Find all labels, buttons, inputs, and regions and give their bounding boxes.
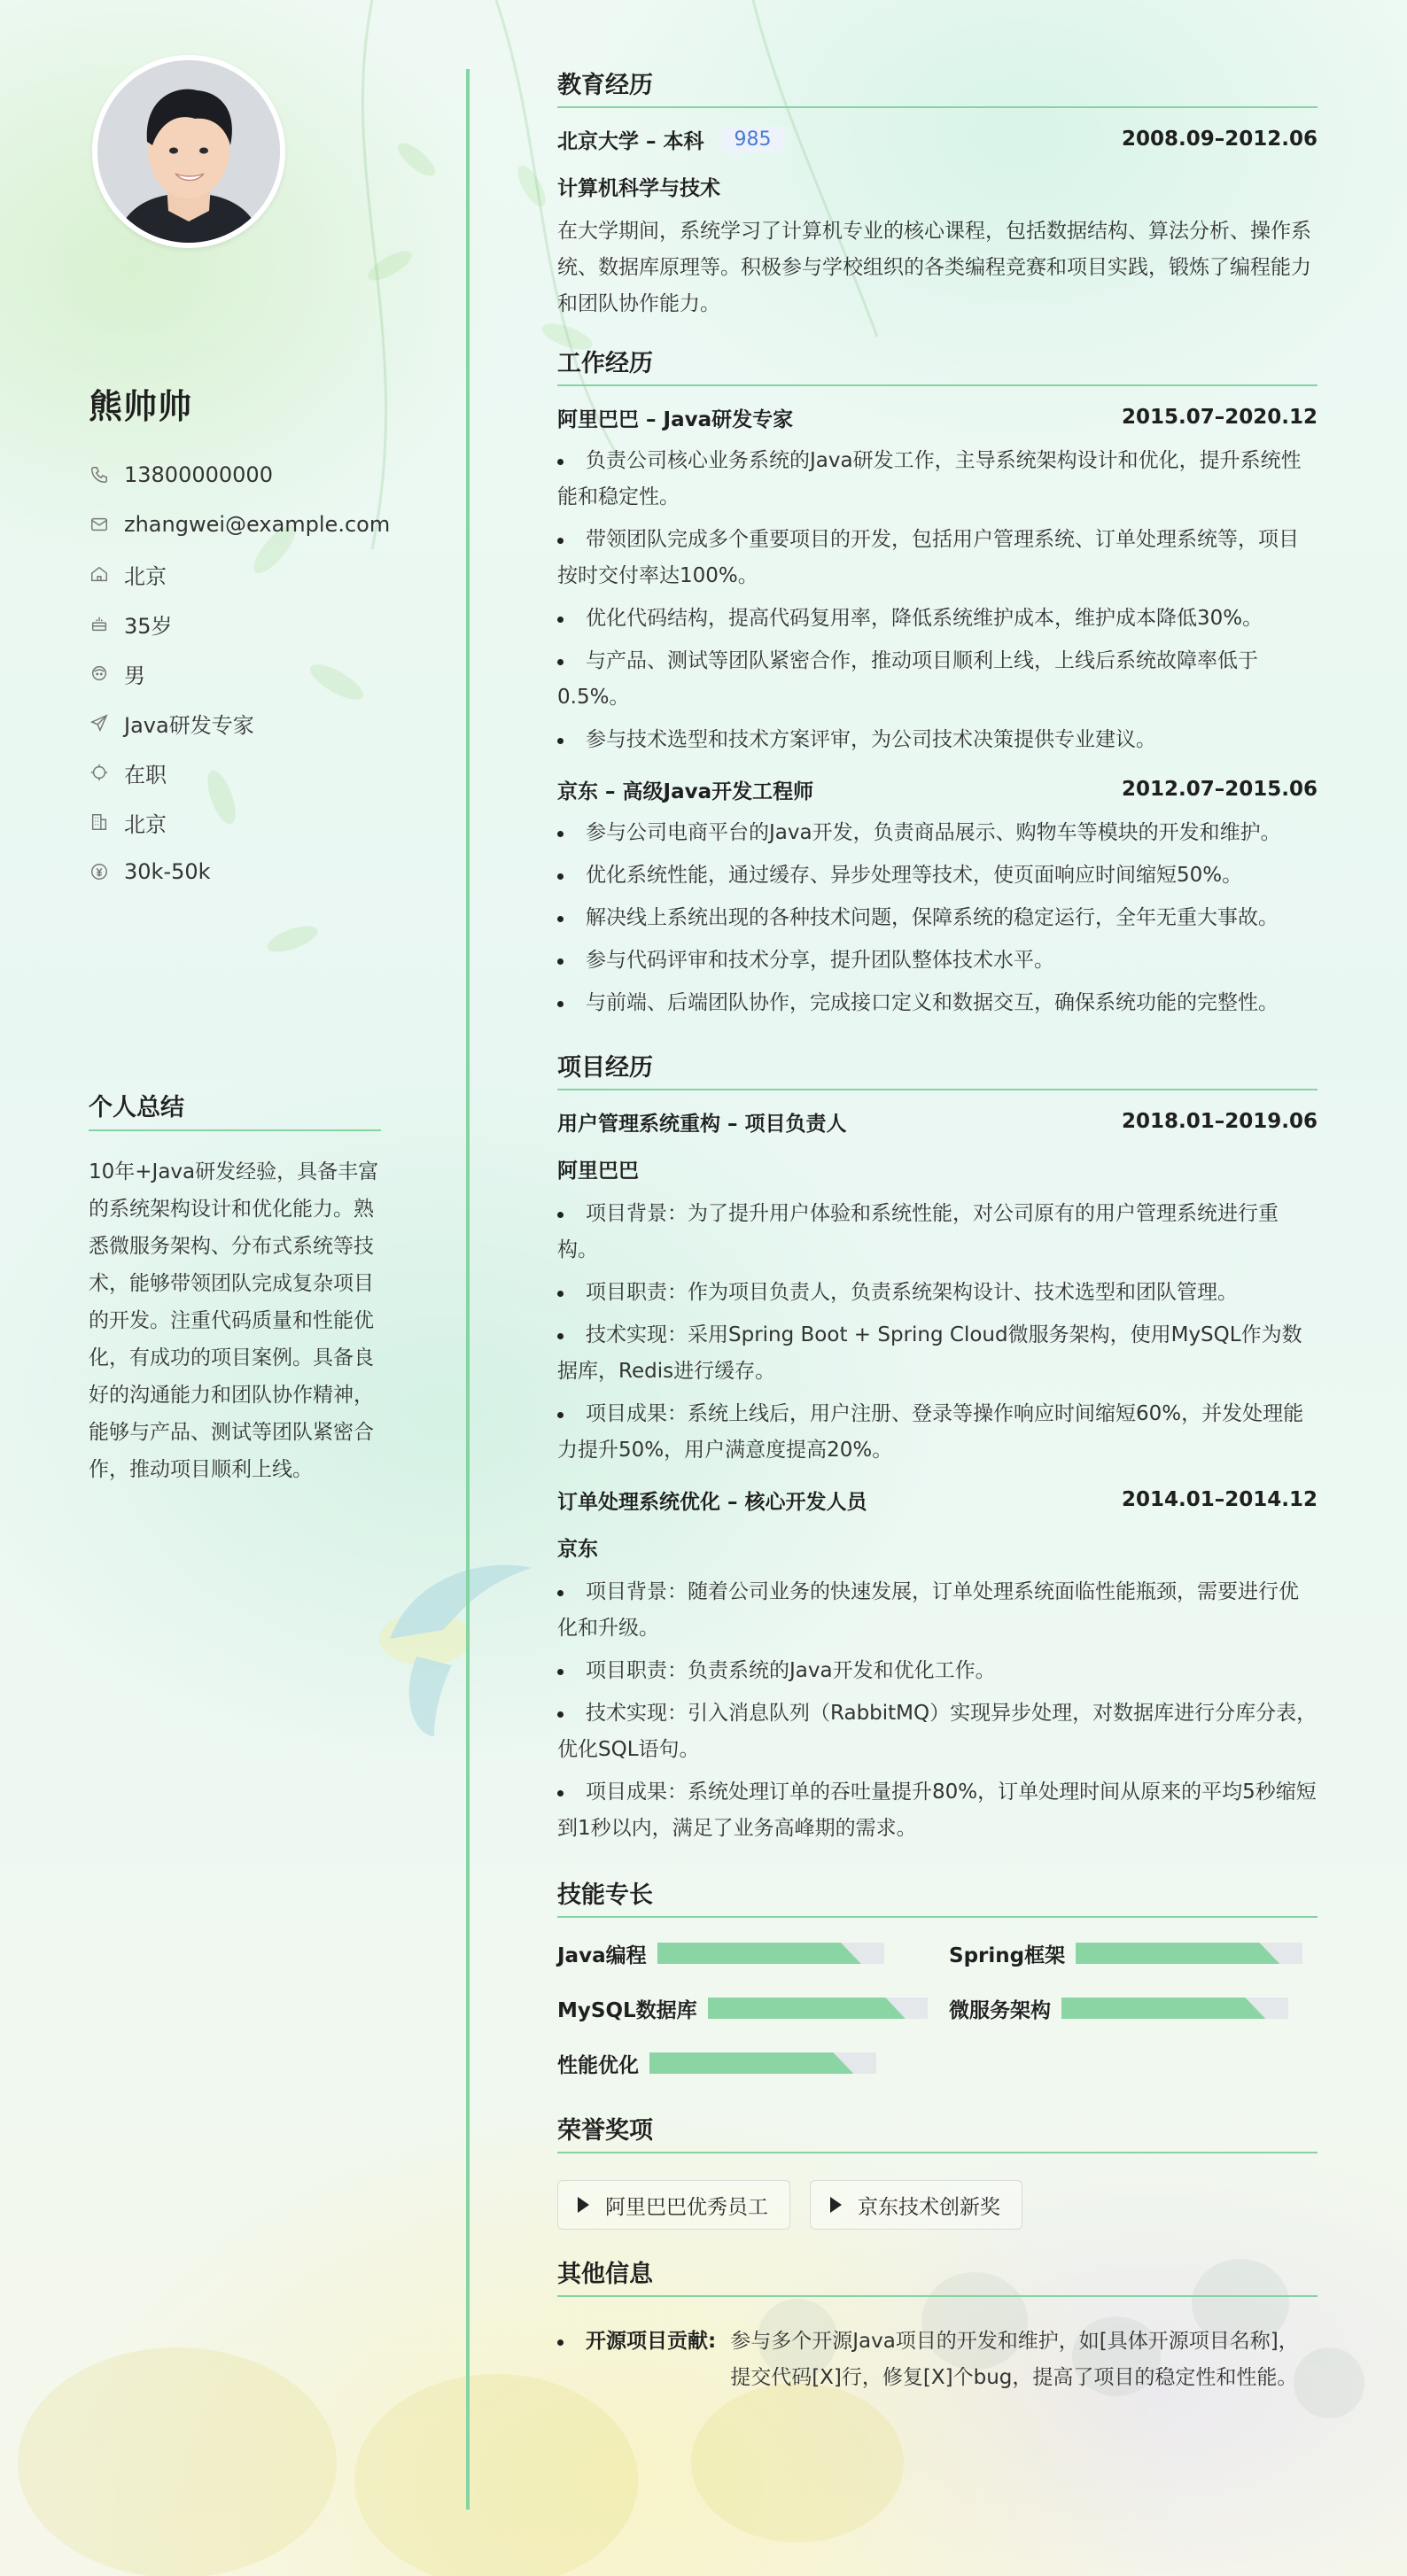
list-item: 带领团队完成多个重要项目的开发，包括用户管理系统、订单处理系统等，项目按时交付率达100%。 <box>557 522 1318 594</box>
list-item: 参与公司电商平台的Java开发，负责商品展示、购物车等模块的开发和维护。 <box>557 815 1318 851</box>
info-gender <box>89 648 390 698</box>
gender-icon <box>89 663 110 684</box>
job-title: 京东 – 高级Java开发工程师 <box>557 780 814 803</box>
skills-section <box>557 1881 1318 2079</box>
skill-bar <box>1076 1943 1302 1964</box>
send-icon <box>89 712 110 733</box>
list-item: 负责公司核心业务系统的Java研发工作，主导系统架构设计和优化，提升系统性能和稳定性。 <box>557 443 1318 516</box>
summary-title: 个人总结 <box>89 1088 381 1131</box>
skill-bar-fill <box>1061 1998 1265 2019</box>
skill-name: Java编程 <box>557 1944 647 1967</box>
main-content <box>557 71 1318 2396</box>
education-major: 计算机科学与技术 <box>557 177 720 200</box>
skill-bar <box>649 2052 876 2074</box>
cake-icon <box>89 613 110 634</box>
education-date: 2008.09–2012.06 <box>1121 128 1318 151</box>
list-item: 解决线上系统出现的各种技术问题，保障系统的稳定运行，全年无重大事故。 <box>557 900 1318 936</box>
project-title: 用户管理系统重构 – 项目负责人 <box>557 1112 847 1136</box>
info-phone <box>89 450 390 500</box>
list-item: 参与代码评审和技术分享，提升团队整体技术水平。 <box>557 943 1318 979</box>
mail-icon <box>89 514 110 535</box>
skill-bar-fill <box>1076 1943 1279 1964</box>
job-date: 2012.07–2015.06 <box>1121 778 1318 801</box>
play-icon <box>578 2197 589 2213</box>
project-bullets <box>557 1574 1318 1847</box>
skill-bar <box>1061 1998 1288 2019</box>
info-age <box>89 599 390 648</box>
education-school-text: 北京大学 – 本科 <box>557 129 704 153</box>
skill-bar-fill <box>657 1943 861 1964</box>
status-icon <box>89 762 110 783</box>
info-work-city-text: 北京 <box>124 811 167 837</box>
skill-name: 性能优化 <box>557 2053 639 2077</box>
job-title: 阿里巴巴 – Java研发专家 <box>557 407 794 431</box>
list-item: 项目职责：负责系统的Java开发和优化工作。 <box>557 1653 1318 1689</box>
project-company: 京东 <box>557 1538 598 1561</box>
info-position <box>89 698 390 748</box>
project-date: 2014.01–2014.12 <box>1121 1488 1318 1511</box>
avatar <box>92 55 285 248</box>
avatar-portrait-icon <box>97 60 280 243</box>
project-entry-head <box>557 1108 1318 1135</box>
home-icon <box>89 563 110 585</box>
skills-title: 技能专长 <box>557 1881 1318 1918</box>
education-section <box>557 71 1318 322</box>
building-icon <box>89 811 110 833</box>
column-divider <box>466 69 470 2510</box>
other-item <box>557 2324 1318 2396</box>
list-item: 项目成果：系统处理订单的吞吐量提升80%，订单处理时间从原来的平均5秒缩短到1秒以内，满足了业务高峰期的需求。 <box>557 1774 1318 1847</box>
list-item: 与产品、测试等团队紧密合作，推动项目顺利上线，上线后系统故障率低于0.5%。 <box>557 643 1318 716</box>
candidate-name: 熊帅帅 <box>89 387 193 426</box>
honors-section <box>557 2116 1318 2230</box>
info-city-text: 北京 <box>124 563 167 589</box>
list-item: 参与技术选型和技术方案评审，为公司技术决策提供专业建议。 <box>557 722 1318 758</box>
work-section <box>557 349 1318 1021</box>
contact-info-list <box>89 450 390 896</box>
job-entry-head <box>557 776 1318 803</box>
skill-bar-fill <box>708 1998 906 2019</box>
list-item: 技术实现：引入消息队列（RabbitMQ）实现异步处理，对数据库进行分库分表，优化SQL语句。 <box>557 1695 1318 1768</box>
skill-item <box>949 1937 1318 1969</box>
play-icon <box>830 2197 842 2213</box>
info-status <box>89 748 390 797</box>
info-position-text: Java研发专家 <box>124 712 254 738</box>
work-title: 工作经历 <box>557 349 1318 386</box>
education-tag: 985 <box>722 127 784 152</box>
honor-item <box>557 2180 790 2230</box>
list-item: 优化代码结构，提高代码复用率，降低系统维护成本，维护成本降低30%。 <box>557 601 1318 637</box>
skill-name: MySQL数据库 <box>557 1998 697 2022</box>
education-entry-head <box>557 126 1318 152</box>
list-item: 项目背景：为了提升用户体验和系统性能，对公司原有的用户管理系统进行重构。 <box>557 1196 1318 1269</box>
project-date: 2018.01–2019.06 <box>1121 1110 1318 1133</box>
list-item: 与前端、后端团队协作，完成接口定义和数据交互，确保系统功能的完整性。 <box>557 985 1318 1021</box>
phone-icon <box>89 464 110 485</box>
info-salary <box>89 847 390 896</box>
honor-label: 阿里巴巴优秀员工 <box>605 2195 768 2219</box>
summary-text: 10年+Java研发经验，具备丰富的系统架构设计和优化能力。熟悉微服务架构、分布式系统等技术，能够带领团队完成复杂项目的开发。注重代码质量和性能优化，有成功的项目案例。具备良好的沟通能力和团队协作精神，能够与产品、测试等团队紧密合作，推动项目顺利上线。 <box>89 1160 379 1481</box>
honor-label: 京东技术创新奖 <box>858 2195 1000 2219</box>
other-title: 其他信息 <box>557 2260 1318 2297</box>
job-bullets <box>557 443 1318 758</box>
honors-list <box>557 2180 1318 2230</box>
skill-name: Spring框架 <box>949 1944 1066 1967</box>
info-city <box>89 549 390 599</box>
other-label: 开源项目贡献: <box>586 2330 717 2353</box>
info-status-text: 在职 <box>124 762 167 788</box>
education-school <box>557 125 784 154</box>
project-entry-head <box>557 1486 1318 1513</box>
info-age-text: 35岁 <box>124 613 173 639</box>
skill-item <box>557 1937 949 1969</box>
list-item: 技术实现：采用Spring Boot + Spring Cloud微服务架构，使用MySQL作为数据库，Redis进行缓存。 <box>557 1317 1318 1390</box>
projects-section <box>557 1053 1318 1847</box>
skill-name: 微服务架构 <box>949 1998 1051 2022</box>
list-item: 优化系统性能，通过缓存、异步处理等技术，使页面响应时间缩短50%。 <box>557 857 1318 894</box>
skill-bar <box>657 1943 884 1964</box>
other-section <box>557 2260 1318 2396</box>
skill-item <box>949 1992 1318 2024</box>
job-entry-head <box>557 404 1318 431</box>
info-gender-text: 男 <box>124 663 145 688</box>
job-bullets <box>557 815 1318 1021</box>
project-bullets <box>557 1196 1318 1469</box>
project-title: 订单处理系统优化 – 核心开发人员 <box>557 1490 867 1514</box>
skill-item <box>557 2047 949 2079</box>
skill-bar-fill <box>649 2052 853 2074</box>
honors-title: 荣誉奖项 <box>557 2116 1318 2153</box>
info-work-city <box>89 797 390 847</box>
money-icon <box>89 861 110 882</box>
other-text: 参与多个开源Java项目的开发和维护，如[具体开源项目名称]，提交代码[X]行，修复[X]个bug，提高了项目的稳定性和性能。 <box>730 2330 1299 2389</box>
skill-item <box>557 1992 949 2024</box>
list-item: 项目职责：作为项目负责人，负责系统架构设计、技术选型和团队管理。 <box>557 1275 1318 1311</box>
skills-grid <box>557 1937 1318 2079</box>
list-item: 项目背景：随着公司业务的快速发展，订单处理系统面临性能瓶颈，需要进行优化和升级。 <box>557 1574 1318 1647</box>
list-item: 项目成果：系统上线后，用户注册、登录等操作响应时间缩短60%，并发处理能力提升50%，用户满意度提高20%。 <box>557 1396 1318 1469</box>
education-desc: 在大学期间，系统学习了计算机专业的核心课程，包括数据结构、算法分析、操作系统、数据库原理等。积极参与学校组织的各类编程竞赛和项目实践，锻炼了编程能力和团队协作能力。 <box>557 220 1311 315</box>
job-date: 2015.07–2020.12 <box>1121 406 1318 429</box>
info-salary-text: 30k-50k <box>124 859 211 884</box>
education-title: 教育经历 <box>557 71 1318 108</box>
project-company: 阿里巴巴 <box>557 1160 639 1183</box>
info-phone-text: 13800000000 <box>124 462 273 487</box>
bullet-dot-icon <box>557 2339 564 2346</box>
info-email <box>89 500 390 549</box>
projects-title: 项目经历 <box>557 1053 1318 1090</box>
skill-bar <box>708 1998 928 2019</box>
info-email-text: zhangwei@example.com <box>124 512 391 537</box>
honor-item <box>810 2180 1022 2230</box>
